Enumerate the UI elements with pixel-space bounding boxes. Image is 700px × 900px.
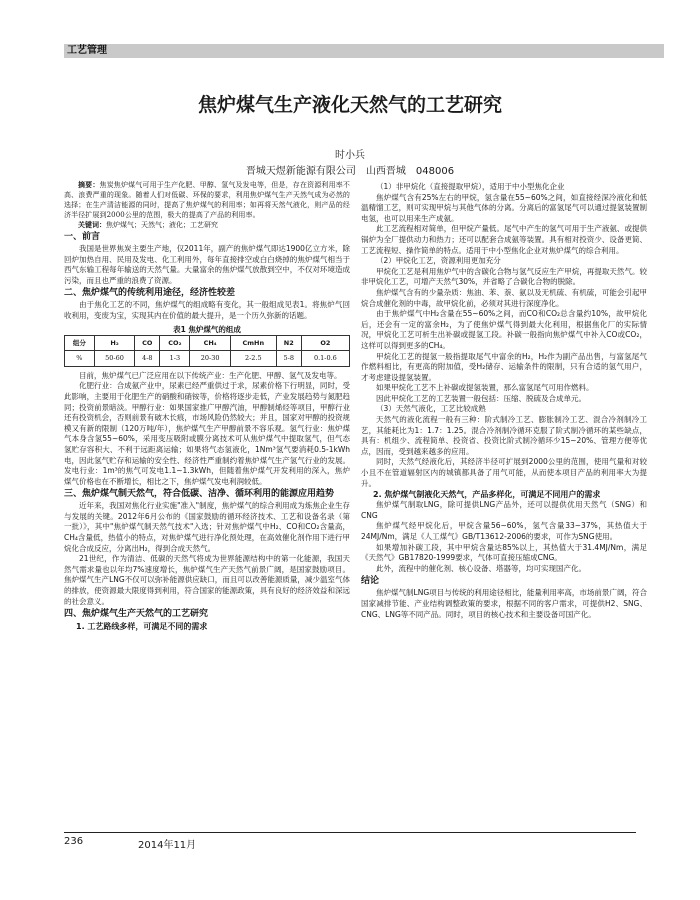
table-header-cell: CH₄ [190,335,230,351]
paragraph: 此工艺流程相对简单，但甲烷产量低。尾气中产生的氢气可用于生产液氨、或提供锅炉为全厂提供动力和热力；还可以配套合成氨等装置。具有相对投资少、设备更简、工艺流程短、操作简单的特点。适用于中小型焦化企业对焦炉煤气的综合利用。 [361,224,647,255]
conclusion-heading: 结论 [361,576,380,587]
paragraph: 如果甲烷化工艺不上补碳或提氢装置，那么富氢尾气可用作燃料。 [376,383,594,393]
paragraph: 焦炉煤气制LNG项目与传统的利用途径相比，能量利用率高，市场前景广阔，符合国家减排节能、产业结构调整政策的要求，根据不同的客户需求，可提供H2、SNG、CNG、LNG等不同产品。同时，项目的核心技术和主要设备可国产化。 [361,588,647,619]
article-title: 焦炉煤气生产液化天然气的工艺研究 [197,94,502,116]
paragraph: 焦炉煤气含有25%左右的甲烷，氢含量在55~60%之间，如直接经深冷液化和低温精馏工艺，则可实现甲烷与其他气体的分离。分离后的富氢尾气可以通过提氢装置制电氢，也可以用来生产成氨。 [361,192,647,223]
paragraph: 同时，天然气经液化后，其经济半径可扩展到2000公里的范围，使用气量和对较小且不在管道辐射区内的城镇都具备了用气可能，从而使本项目产品的利用率大为提升。 [361,457,647,488]
paragraph: 21世纪，作为清洁、低碳的天然气将成为世界能源结构中的第一化能源，我国天然气需求量也以年均7%速度增长，焦炉煤气生产天然气前景广阔，是国家鼓励项目。焦炉煤气生产LNG不仅可以弥补能源供应缺口，而且可以改善能源质量，减少温室气体的排放，使资源最大限度得到利用，符合国家的能源政策，具有良好的经济效益和深远的社会意义。 [64,554,350,606]
subsection-heading: 2. 焦炉煤气制液化天然气，产品多样化，可满足不同用户的需求 [373,490,601,500]
table-cell: 1-3 [160,351,190,367]
table-cell: 4-8 [135,351,160,367]
section-2-heading: 二、焦炉煤气的传统利用途径，经济性较差 [64,288,236,299]
paragraph: 焦炉煤气含有的少量杂质：焦油、苯、萘、氨以及无机硫、有机硫，可能会引起甲烷合成催化剂的中毒，故甲烷化前，必须对其进行深度净化。 [361,287,647,308]
table-header-cell: CO₂ [160,335,190,351]
paragraph: 焦炉煤气制取LNG，除可提供LNG产品外，还可以提供优用天然气（SNG）和CNG [361,500,647,520]
author: 时小兵 [335,150,365,161]
right-column [361,182,647,620]
table-cell: 0.1-0.6 [301,351,349,367]
abstract [64,180,350,220]
footer-rule [64,832,636,833]
paragraph: 化肥行业：合成氨产业中，尿素已经严重供过于求，尿素价格下行明显，同时，受此影响，主要用于化肥生产的硝酸和硝铵等，价格将逐步走低，产业发展趋势与氮肥趋同；投资前景暗淡。甲醇行业：如果国家推广甲醇汽油，甲醇制烯烃等项目，甲醇行业还有投资机会，否则前景有破木长痕，市场风险仍然较大；并且，国家对甲醇的投资规模又有新的限制（120万吨/年），焦炉煤气生产甲醇前景不容乐观。氢气行业：焦炉煤气本身含氢55~60%，采用变压吸附或膜分离技术可从焦炉煤气中提取氢气，但气态氢贮存容积大、不利于远距离运输；如果将气态氢液化，1Nm³氢气要消耗0.5-1kWh电，因此氢气贮存和运输的安全性、经济性严重制约着焦炉煤气生产氢气行业的发展。发电行业：1m³的焦气可发电1.1~1.3kWh，但随着焦炉煤气开发利用的深入，焦炉煤气价格也在不断增长，相比之下，焦炉煤气发电利润较低。 [64,381,350,486]
table-cell: 20-30 [190,351,230,367]
table-row [65,351,350,367]
section-3-heading: 三、焦炉煤气制天然气，符合低碳、洁净、循环利用的能源应用趋势 [64,489,335,500]
table-header-cell: CO [135,335,160,351]
paragraph: 由于焦化工艺的不同，焦炉煤气的组成略有变化，其一般组成见表1。将焦炉气回收利用，变废为宝，实现其内在价值的最大提升，是一个历久弥新的话题。 [64,300,350,320]
section-label: 工艺管理 [67,45,107,56]
paragraph: 由于焦炉煤气中H₂含量在55~60%之间，而CO和CO₂总含量约10%，故甲烷化后，还会有一定的富余H₂，为了使焦炉煤气得到最大化利用，根据焦化厂的实际情况，甲烷化工艺可析生出补碳或提氢工段。补碳一般指向焦炉煤气中补入CO或CO₂，这样可以得到更多的CH₄。 [361,309,647,350]
paragraph: 天然气的液化流程一般有三种：阶式制冷工艺、膨胀制冷工艺、混合冷剂制冷工艺，其能耗比为1：1.7：1.25。混合冷剂制冷循环克服了阶式制冷循环的某些缺点，具有：机组少、流程简单、投资省、投资比阶式制冷循环少15~20%、管理方便等优点，因而，受到越来越多的应用。 [361,415,647,456]
table-cell: % [65,351,95,367]
table-header-cell: H₂ [94,335,134,351]
table-cell: 2-2.5 [230,351,276,367]
paragraph: 近年来，我国对焦化行业实施"准入"制度，焦炉煤气的综合利用成为炼焦企业生存与发展的关键。2012年6月公布的《国家鼓励的循环经济技术、工艺和设备名录（第一批）》，其中"焦炉煤气制天然气技术"入选；针对焦炉煤气中H₂、CO和CO₂含量高，CH₄含量低，热值小的特点，对焦炉煤气进行净化预处理，在高效催化剂作用下进行甲烷化合成反应，分离出H₂，得到合成天然气。 [64,501,350,553]
abstract-label: 摘要： [78,180,100,189]
paragraph: 如果增加补碳工段，其中甲烷含量达85%以上，其热值大于31.4MJ/Nm，满足《天然气》GB17820-1999要求，气体可直接压缩成CNG。 [361,542,647,563]
table-cell: 5-8 [276,351,301,367]
composition-table-block [64,324,350,367]
paragraph: （1）非甲烷化（直接提取甲烷），适用于中小型焦化企业 [376,182,565,191]
table-cell: 50-60 [94,351,134,367]
section-1-heading: 一、前言 [64,232,101,242]
composition-table [64,335,350,367]
paragraph: 我国是世界焦炭主要生产地，仅2011年，副产的焦炉煤气即达1900亿立方米，除回炉加热自用、民用及发电、化工利用外，每年直接排空或白白烧掉的焦炉煤气相当于西气东输工程每年输送的天然气量。大量富余的焦炉煤气放散到空中，不仅对环境造成污染，而且也严重的浪费了资源。 [64,244,350,285]
table-header-cell: CmHn [230,335,276,351]
paragraph: 因此甲烷化工艺的工艺装置一般包括：压缩、脱硫及合成单元。 [376,393,586,403]
table-header-cell: N2 [276,335,301,351]
paragraph: （2）甲烷化工艺，资源利用更加充分 [376,256,501,266]
paragraph: 目前，焦炉煤气已广泛应用在以下传统产业：生产化肥、甲醇、氢气及发电等。 [79,370,342,380]
table-header-cell: 组分 [65,335,95,351]
paragraph: （3）天然气液化，工艺比较成熟 [376,404,486,414]
keywords-text: 焦炉煤气；天然气；液化；工艺研究 [106,221,218,229]
page-number: 236 [64,836,84,847]
abstract-text: 焦炭焦炉煤气可用于生产化肥、甲醇、氢气及发电等，但是，存在资源利用率不高、浪费严重的现象。随着人们对低碳、环保的要求，利用焦炉煤气生产天然气成为必然的选择；在生产清洁能源的同时，提高了焦炉煤气的利用率；如再将天然气液化，则产品的经济半径扩展到2000公里的范围，极大的提高了产品的利用率。 [64,181,350,219]
left-column [64,180,350,632]
keywords [64,220,350,230]
paragraph: 此外，流程中的催化剂、核心设备、塔器等，均可实现国产化。 [376,563,586,573]
table-header-row [65,335,350,351]
section-4-heading: 四、焦炉煤气生产天然气的工艺研究 [64,609,209,620]
paragraph: 甲烷化工艺是利用焦炉气中的含碳化合物与氢气反应生产甲烷，再提取天然气。较非甲烷化工艺，可增产天然气30%，并省略了合碳化合物的脱除。 [361,266,647,287]
paragraph: 焦炉煤气经甲烷化后，甲烷含量56~60%，氢气含量33~37%，其热值大于24MJ/Nm，满足《人工煤气》GB/T13612-2006的要求，可作为SNG使用。 [361,521,647,541]
table-caption: 表1 焦炉煤气的组成 [173,324,241,334]
paragraph: 甲烷化工艺的提氢一般指提取尾气中富余的H₂，H₂作为副产品出售，与富氢尾气作燃料相比，有更高的附加值，受H₂储存、运输条件的限制，只有合适的氢气用户，才考虑建设提氢装置。 [361,351,647,382]
subsection-heading: 1. 工艺路线多样，可满足不同的需求 [76,622,208,632]
keywords-label: 关键词： [78,220,106,229]
issue-date: 2014年11月 [138,840,197,851]
affiliation: 晋城天煜新能源有限公司 山西晋城 048006 [245,166,455,177]
header-band [64,44,664,58]
table-header-cell: O2 [301,335,349,351]
